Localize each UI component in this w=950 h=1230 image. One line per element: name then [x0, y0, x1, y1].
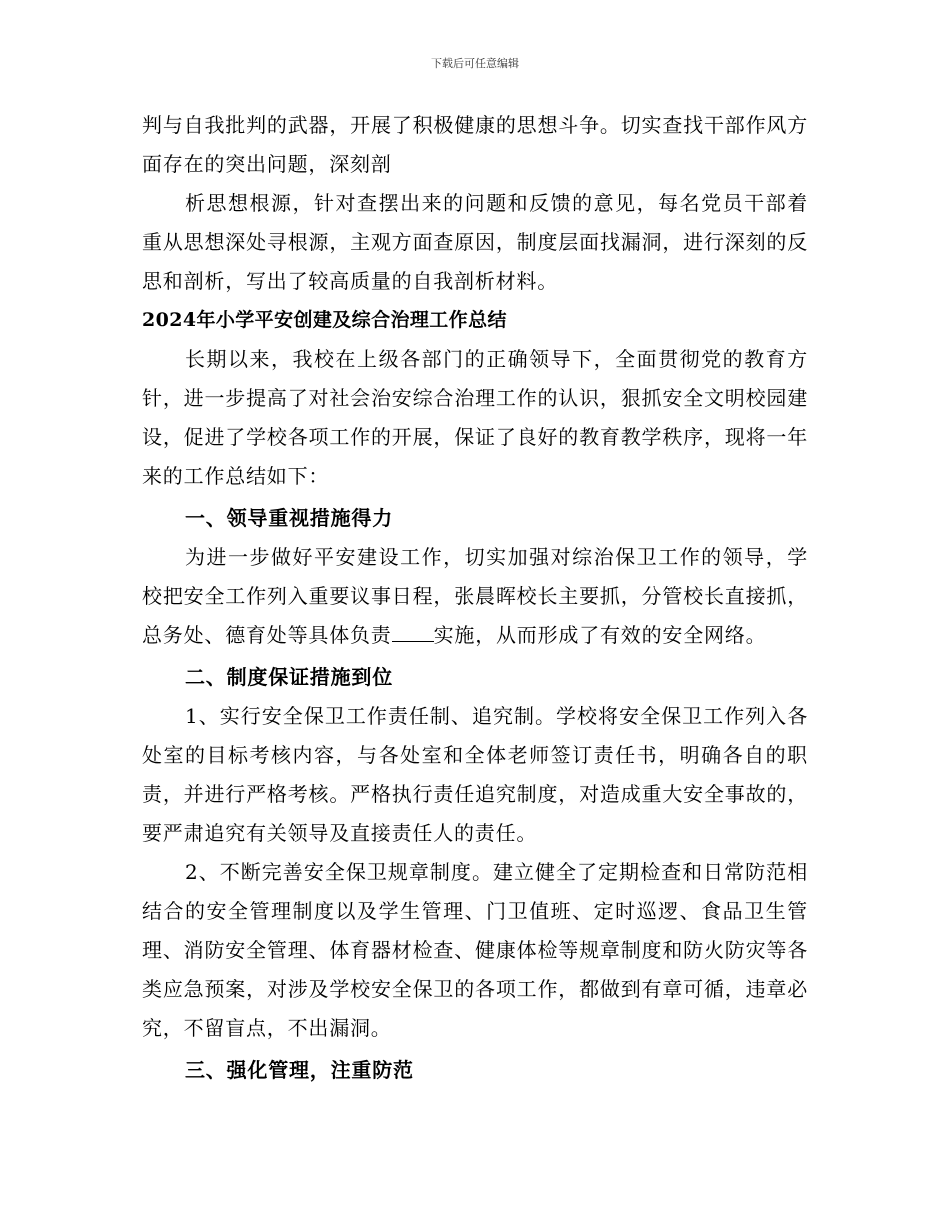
paragraph-leadership — [142, 538, 808, 655]
document-body — [142, 106, 808, 1090]
paragraph-self-analysis: 析思想根源，针对查摆出来的问题和反馈的意见，每名党员干部着重从思想深处寻根源，主观方面查原因，制度层面找漏洞，进行深刻的反思和剖析，写出了较高质量的自我剖析材料。 — [142, 191, 808, 293]
paragraph-leadership-part2: 实施，从而形成了有效的安全网络。 — [433, 623, 767, 647]
paragraph-responsibility: 1、实行安全保卫工作责任制、追究制。学校将安全保卫工作列入各处室的目标考核内容，与各处室和全体老师签订责任书，明确各自的职责，并进行严格考核。严格执行责任追究制度，对造成重大安全事故的，要严肃追究有关领导及直接责任人的责任。 — [142, 704, 808, 845]
section-heading-3: 三、强化管理，注重防范 — [185, 1058, 414, 1082]
paragraph-leadership-part1: 为进一步做好平安建设工作，切实加强对综治保卫工作的领导，学校把安全工作列入重要议事日程，张晨晖校长主要抓，分管校长直接抓，总务处、德育处等具体负责 — [142, 545, 808, 647]
page-header: 下载后可任意编辑 — [431, 57, 519, 70]
paragraph-continuation: 判与自我批判的武器，开展了积极健康的思想斗争。切实查找干部作风方面存在的突出问题，深刻剖 — [142, 113, 808, 176]
paragraph-intro: 长期以来，我校在上级各部门的正确领导下，全面贯彻党的教育方针，进一步提高了对社会治安综合治理工作的认识，狠抓安全文明校园建设，促进了学校各项工作的开展，保证了良好的教育教学秩序，现将一年来的工作总结如下： — [142, 347, 808, 488]
fill-in-blank — [392, 623, 434, 642]
section-heading-2: 二、制度保证措施到位 — [185, 665, 393, 689]
section-heading-1: 一、领导重视措施得力 — [185, 506, 393, 530]
paragraph-regulations: 2、不断完善安全保卫规章制度。建立健全了定期检查和日常防范相结合的安全管理制度以及学生管理、门卫值班、定时巡逻、食品卫生管理、消防安全管理、体育器材检查、健康体检等规章制度和防火防灾等各类应急预案，对涉及学校安全保卫的各项工作，都做到有章可循，违章必究，不留盲点，不出漏洞。 — [142, 860, 808, 1040]
document-title: 2024年小学平安创建及综合治理工作总结 — [142, 309, 507, 331]
